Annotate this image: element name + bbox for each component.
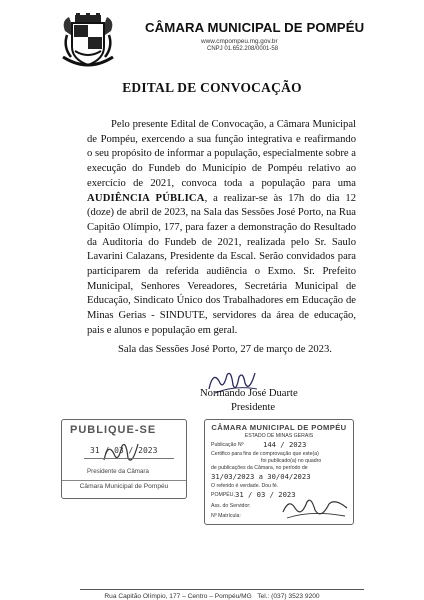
attestation-text: O referido é verdade. Dou fé.: [211, 483, 279, 489]
footer-rule: [80, 589, 364, 590]
body-part-1: Pelo presente Edital de Convocação, a Câmara Municipal de Pompéu, exercendo a sua função integrativa e reafirmando o seu propósito de informar a população, especialmente sobre a execução do Fundeb do Município de Pompéu relativo ao exercício de 2021, convoca toda a população para uma: [87, 119, 356, 189]
servant-signature-label: Ass. do Servidor:: [211, 503, 251, 509]
published-text: foi publicado(a) no quadro: [261, 458, 322, 464]
footer-street: Rua Capitão Olímpio, 177 – Centro – Pompéu/MG: [104, 593, 252, 600]
pompeu-label: POMPÉU,: [211, 492, 235, 498]
publication-stamp: [204, 419, 354, 525]
institution-name: CÂMARA MUNICIPAL DE POMPÉU: [145, 20, 365, 35]
certify-text: Certifico para fins de comprovação que este(a): [211, 451, 319, 457]
stamp-signature: [102, 438, 142, 468]
publication-number: 144 / 2023: [263, 440, 307, 449]
closing-line: Sala das Sessões José Porto, 27 de março de 2023.: [118, 344, 332, 355]
stamp-heading: CÂMARA MUNICIPAL DE POMPÉU: [211, 423, 347, 432]
footer-phone: Tel.: (037) 3523 9200: [257, 593, 320, 600]
stamp-signature-line: [84, 458, 174, 459]
registration-label: Nº Matrícula:: [211, 513, 241, 519]
document-body: [87, 118, 356, 339]
pompeu-date: 31 / 03 / 2023: [235, 490, 296, 499]
stamp-signer: Presidente da Câmara: [87, 468, 149, 475]
servant-signature: [281, 494, 351, 522]
document-title: EDITAL DE CONVOCAÇÃO: [122, 80, 302, 95]
publique-se-stamp: [61, 419, 187, 499]
publication-period: 31/03/2023 a 30/04/2023: [211, 472, 311, 481]
stamp-heading: PUBLIQUE-SE: [70, 424, 157, 436]
footer-address: [0, 593, 424, 600]
signer-role: Presidente: [231, 402, 276, 413]
municipal-coat-of-arms: [57, 13, 119, 71]
stamp-footer: Câmara Municipal de Pompéu: [62, 480, 186, 490]
cnpj-number: CNPJ 01.652.208/0001-58: [207, 46, 279, 52]
website-url: www.cmpompeu.mg.gov.br: [201, 38, 278, 45]
signer-name: Normando José Duarte: [200, 388, 298, 399]
publications-text: de publicações da Câmara, no período de: [211, 465, 308, 471]
publication-label: Publicação Nº: [211, 442, 244, 448]
stamp-date: 31 / 03 / 2023: [90, 446, 158, 455]
body-part-2: , a realizar-se às 17h do dia 12 (doze) de abril de 2023, na Sala das Sessões José Porto, na Rua Capitão Olímpio, 177, para fazer a demonstração do Resultado da Auditoria do Fundeb de 2021, realizada pelo Sr. Saulo Lavarini Calazans, Presidente da Escal. Serão convidados para participarem da referida audiência o Exmo. Sr. Prefeito Municipal, Senhores Vereadores, Secretária Municipal de Educação, Sindicato Único dos Trabalhadores em Educação de Minas Gerias - SINDUTE, servidores da área de educação, pais e alunos e população em geral.: [87, 192, 356, 336]
body-emphasis: AUDIÊNCIA PÚBLICA: [87, 192, 205, 204]
body-paragraph: [87, 118, 356, 339]
stamp-subheading: ESTADO DE MINAS GERAIS: [244, 433, 314, 439]
